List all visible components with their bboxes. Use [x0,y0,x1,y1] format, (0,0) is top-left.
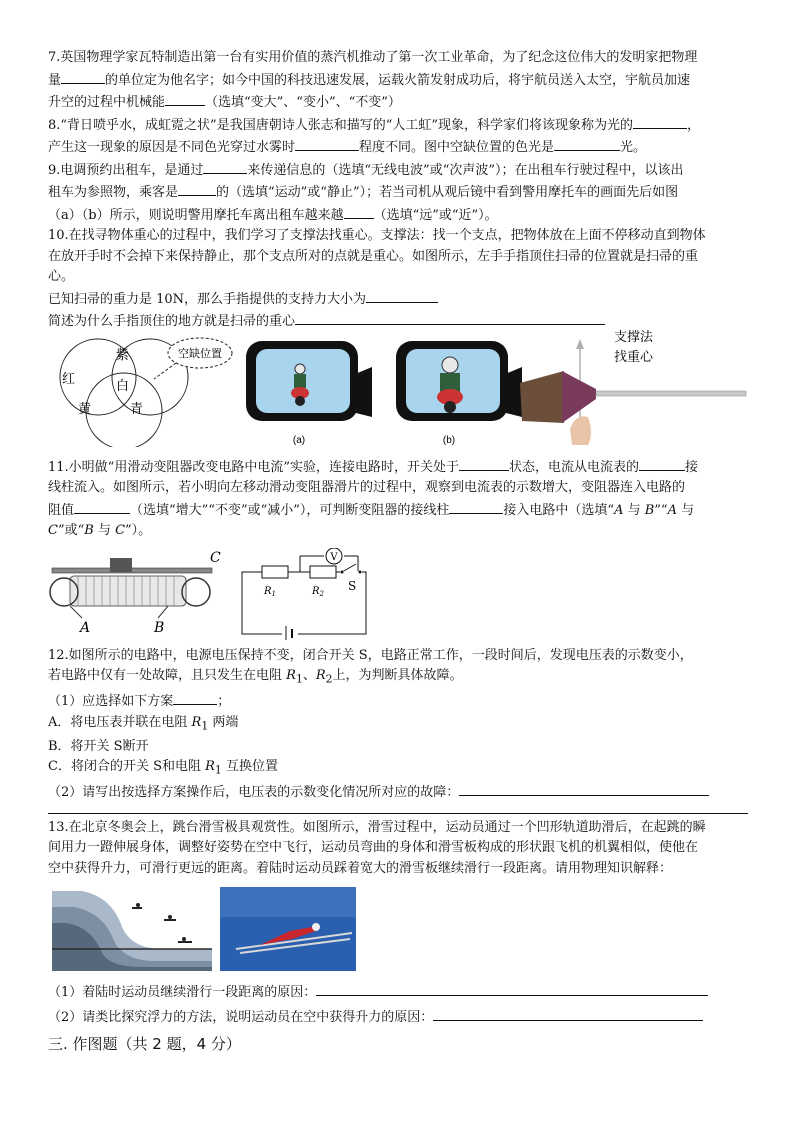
blank[interactable] [459,456,509,471]
q12-line2: 若电路中仅有一处故障，且只发生在电阻 $R_1$、$R_2$上，为判断具体故障。 [48,668,463,686]
venn-label-red: 红 [62,371,76,387]
resistor-r2 [310,566,336,578]
q10-line3: 心。 [48,269,75,284]
q7-line1: 7.英国物理学家瓦特制造出第一台有实用价值的蒸汽机推动了第一次工业革命，为了纪念这位伟大的发明家把物理 [48,50,698,65]
q13-line3: 空中获得升力，可滑行更远的距离。着陆时运动员踩着宽大的滑雪板继续滑行一段距离。请用物理知识解释： [48,860,673,876]
q10-line2: 在放开手时不会掉下来保持静止，那个支点所对的点就是重心。如图所示，左手手指顶住扫帚的位置就是扫帚的重 [48,248,699,264]
q11-line2: 线柱流入。如图所示，若小明向左移动滑动变阻器滑片的过程中，观察到电流表的示数增大，变阻器连入电路的 [48,480,686,495]
rheostat-label-a: A [80,619,91,636]
blank[interactable] [554,136,620,151]
support-arrow-head [576,339,584,349]
circuit-diagram [238,548,378,640]
figure-row-2 [48,548,748,640]
blank[interactable] [639,456,685,471]
venn-label-white: 白 [116,378,130,394]
broom-handle [596,391,746,396]
terminal-b-lead [158,606,168,618]
q7-line3: 升空的过程中机械能 （选填“变大”、“变小”、“不变”） [48,91,748,114]
q13-sub1: （1）着陆时运动员继续滑行一段距离的原因： [48,981,748,1004]
figure-row-1 [48,329,748,450]
ski-jumper-photo [220,887,356,971]
broom-title-2: 找重心 [614,349,654,365]
blank[interactable] [433,1006,703,1021]
q10-line5: 简述为什么手指顶住的地方就是扫帚的重心 [48,310,748,333]
exam-page [48,48,748,1055]
q13-sub2: （2）请类比探究浮力的方法，说明运动员在空中获得升力的原因： [48,1006,748,1029]
q13-line2: 间用力一蹬伸展身体，调整好姿势在空中飞行，运动员弯曲的身体和滑雪板构成的形状跟飞机的机翼相似，使他在 [48,840,699,856]
bubble-pointer [154,363,176,379]
rheostat-label-b: B [154,619,165,636]
blank[interactable] [316,981,708,996]
voltmeter-label: V [330,551,338,563]
label-b: (b) [442,434,456,446]
label-a: (a) [292,434,306,446]
blank[interactable] [449,499,503,514]
blank[interactable] [165,91,205,106]
broom-title-1: 支撑法 [614,329,654,345]
terminal-a-lead [70,606,82,618]
q11-line3: 阻值 （选填“增大”“不变”或“减小”），可判断变阻器的接线柱 接入电路中（选填“A 与 B”“A 与 [48,499,748,522]
blank[interactable] [344,204,374,219]
q11-line4: C”或“B 与 C”）。 [48,523,152,538]
venn-label-yellow: 黄 [78,401,92,417]
color-venn-diagram [50,335,250,447]
broom-head [562,371,596,423]
q8-line2: 产生这一现象的原因是不同色光穿过水雾时 程度不同。图中空缺位置的色光是 光。 [48,136,748,159]
figure-row-3 [48,887,748,975]
switch-label: S [348,578,357,593]
venn-label-purple: 紫 [116,347,130,363]
q10-line4: 已知扫帚的重力是 10N，那么手指提供的支持力大小为 [48,288,748,311]
blank[interactable] [295,136,359,151]
broom-bristles [520,371,564,423]
ski-jump-track-diagram [52,887,212,971]
blank[interactable] [61,69,105,84]
blank[interactable] [366,288,438,303]
resistor-r1 [262,566,288,578]
answer-line[interactable] [48,812,748,814]
blank[interactable] [459,781,709,796]
hand-icon [570,416,591,445]
blank[interactable] [178,181,216,196]
q8-line1: 8.“背日喷乎水，成虹霓之状”是我国唐朝诗人张志和描写的“人工虹”现象，科学家们将该现象称为光的 ， [48,114,748,137]
q11-line1: 11.小明做“用滑动变阻器改变电路中电流”实验，连接电路时，开关处于 状态，电流从电流表的 接 [48,456,748,479]
r1-label: $R_1$ [264,585,276,598]
q12-line1: 12.如图所示的电路中，电源电压保持不变，闭合开关 S，电路正常工作，一段时间后，发现电压表的示数变小， [48,647,693,663]
broom-balance-image [518,321,750,451]
blank[interactable] [74,499,130,514]
q7-line2: 量 的单位定为他名字；如今中国的科技迅速发展，运载火箭发射成功后，将宇航员送入太空，宇航员加速 [48,69,748,92]
rheostat-slider [110,558,132,572]
q12-sub2: （2）请写出按选择方案操作后，电压表的示数变化情况所对应的故障： [48,781,748,804]
q10-line1: 10.在找寻物体重心的过程中，我们学习了支撑法找重心。支撑法：找一个支点，把物体放在上面不停移动直到物体 [48,228,706,243]
mirror-a-image [244,337,374,449]
q12-option-a: A．将电压表并联在电阻 $R_1$ 两端 [48,714,239,733]
q9-line2: 租车为参照物，乘客是 的（选填“运动”或“静止”）；若当司机从观后镜中看到警用摩托车的画面先后如图 [48,181,748,204]
blank[interactable] [173,690,217,705]
venn-label-cyan: 青 [130,401,144,417]
q12-option-c: C．将闭合的开关 S和电阻 $R_1$ 互换位置 [48,759,278,777]
rheostat-coil [70,576,186,606]
q12-option-b: B．将开关 S断开 [48,738,149,754]
rheostat-label-c: C [210,549,221,566]
q12-sub1: （1）应选择如下方案 ； [48,690,748,713]
section-heading: 三. 作图题（共 2 题，4 分） [48,1035,241,1054]
r2-label: $R_2$ [312,585,324,598]
blank[interactable] [633,114,687,129]
mirror-b-image [394,337,524,449]
q13-line1: 13.在北京冬奥会上，跳台滑雪极具观赏性。如图所示，滑雪过程中，运动员通过一个凹形轨道助滑后，在起跳的瞬 [48,819,706,835]
switch-lever [342,564,356,572]
q9-line3: （a）（b）所示，则说明警用摩托车离出租车越来越 （选填“远”或“近”）。 [48,204,748,227]
q9-line1: 9.电调预约出租车，是通过 来传递信息的（选填“无线电波”或“次声波”）；在出租车行驶过程中，以该出 [48,159,748,182]
skier-helmet-icon [312,923,320,931]
rheostat-image [48,548,228,638]
bubble-label: 空缺位置 [178,346,222,360]
blank[interactable] [203,159,247,174]
